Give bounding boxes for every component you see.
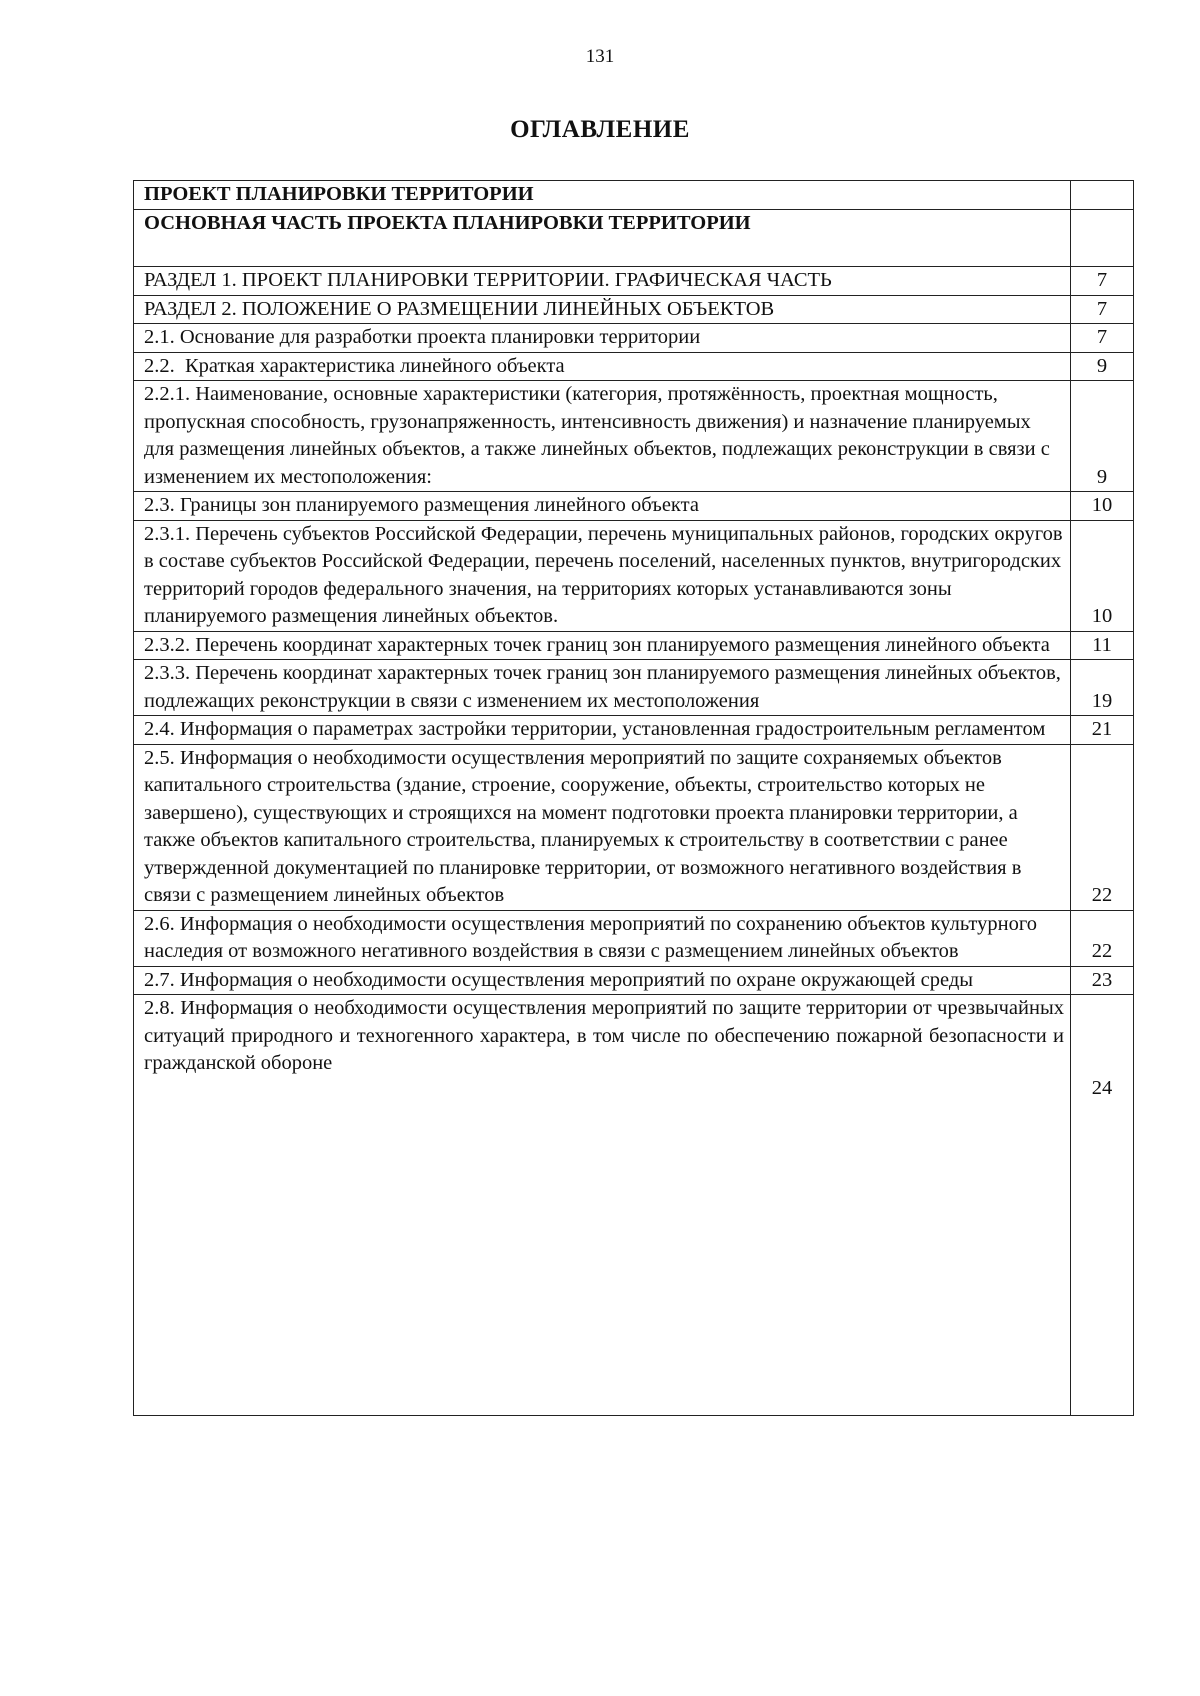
toc-row-2-4 bbox=[134, 716, 1134, 745]
toc-row-title: 2.5. Информация о необходимости осуществления мероприятий по защите сохраняемых объектов капитального строительства (здание, строение, сооружение, объекты, строительство которых не завершено), существующих и строящихся на момент подготовки проекта планировки территории, а также объектов капитального строительства, планируемых к строительству в соответствии с ранее утвержденной документацией по планировке территории, от возможного негативного воздействия в связи с размещением линейных объектов bbox=[134, 744, 1071, 910]
toc-row-title: РАЗДЕЛ 2. ПОЛОЖЕНИЕ О РАЗМЕЩЕНИИ ЛИНЕЙНЫХ ОБЪЕКТОВ bbox=[134, 295, 1071, 324]
toc-row-page bbox=[1071, 210, 1134, 267]
toc-row-page bbox=[1071, 181, 1134, 210]
toc-row-2-1 bbox=[134, 324, 1134, 353]
toc-row-page: 10 bbox=[1071, 520, 1134, 631]
toc-row-page: 9 bbox=[1071, 352, 1134, 381]
toc-row-main-heading bbox=[134, 181, 1134, 210]
toc-row-section-1 bbox=[134, 267, 1134, 296]
toc-row-2-2 bbox=[134, 352, 1134, 381]
toc-row-title: 2.2.1. Наименование, основные характеристики (категория, протяжённость, проектная мощность, пропускная способность, грузонапряженность, интенсивность движения) и назначение планируемых для размещения линейных объектов, а также линейных объектов, подлежащих реконструкции в связи с изменением их местоположения: bbox=[134, 381, 1071, 492]
toc-row-title: 2.3.2. Перечень координат характерных точек границ зон планируемого размещения линейного объекта bbox=[134, 631, 1071, 660]
toc-row-title: 2.6. Информация о необходимости осуществления мероприятий по сохранению объектов культурного наследия от возможного негативного воздействия в связи с размещением линейных объектов bbox=[134, 910, 1071, 966]
toc-row-title: ОСНОВНАЯ ЧАСТЬ ПРОЕКТА ПЛАНИРОВКИ ТЕРРИТОРИИ bbox=[134, 210, 1071, 267]
toc-row-page: 7 bbox=[1071, 267, 1134, 296]
toc-row-title: 2.7. Информация о необходимости осуществления мероприятий по охране окружающей среды bbox=[134, 966, 1071, 995]
toc-row-title: 2.3.1. Перечень субъектов Российской Федерации, перечень муниципальных районов, городских округов в составе субъектов Российской Федерации, перечень поселений, населенных пунктов, внутригородских территорий городов федерального значения, на территориях которых устанавливаются зоны планируемого размещения линейных объектов. bbox=[134, 520, 1071, 631]
toc-row-title: 2.1. Основание для разработки проекта планировки территории bbox=[134, 324, 1071, 353]
toc-row-2-3-2 bbox=[134, 631, 1134, 660]
toc-row-page: 21 bbox=[1071, 716, 1134, 745]
page-title: ОГЛАВЛЕНИЕ bbox=[510, 116, 690, 143]
toc-row-page: 22 bbox=[1071, 744, 1134, 910]
toc-row-section-2 bbox=[134, 295, 1134, 324]
toc-row-2-3-3 bbox=[134, 660, 1134, 716]
toc-row-title: 2.8. Информация о необходимости осуществления мероприятий по защите территории от чрезвычайных ситуаций природного и техногенного характера, в том числе по обеспечению пожарной безопасности и гражданской обороне bbox=[134, 995, 1071, 1416]
toc-row-title: РАЗДЕЛ 1. ПРОЕКТ ПЛАНИРОВКИ ТЕРРИТОРИИ. ГРАФИЧЕСКАЯ ЧАСТЬ bbox=[134, 267, 1071, 296]
toc-row-page: 7 bbox=[1071, 324, 1134, 353]
toc-row-2-6 bbox=[134, 910, 1134, 966]
toc-row-2-2-1 bbox=[134, 381, 1134, 492]
toc-row-2-5 bbox=[134, 744, 1134, 910]
toc-row-title: 2.2. Краткая характеристика линейного объекта bbox=[134, 352, 1071, 381]
table-of-contents bbox=[133, 180, 1134, 1416]
toc-row-2-7 bbox=[134, 966, 1134, 995]
toc-row-page: 24 bbox=[1071, 995, 1134, 1416]
toc-row-2-3-1 bbox=[134, 520, 1134, 631]
toc-row-page: 7 bbox=[1071, 295, 1134, 324]
toc-row-page: 10 bbox=[1071, 492, 1134, 521]
toc-row-page: 23 bbox=[1071, 966, 1134, 995]
toc-row-page: 19 bbox=[1071, 660, 1134, 716]
toc-row-title: 2.4. Информация о параметрах застройки территории, установленная градостроительным регламентом bbox=[134, 716, 1071, 745]
page-number: 131 bbox=[585, 46, 615, 67]
toc-row-title: 2.3.3. Перечень координат характерных точек границ зон планируемого размещения линейных объектов, подлежащих реконструкции в связи с изменением их местоположения bbox=[134, 660, 1071, 716]
toc-row-2-3 bbox=[134, 492, 1134, 521]
toc-row-title: 2.3. Границы зон планируемого размещения линейного объекта bbox=[134, 492, 1071, 521]
toc-row-page: 11 bbox=[1071, 631, 1134, 660]
toc-row-page: 22 bbox=[1071, 910, 1134, 966]
toc-row-main-part bbox=[134, 210, 1134, 267]
toc-row-2-8 bbox=[134, 995, 1134, 1416]
toc-row-title: ПРОЕКТ ПЛАНИРОВКИ ТЕРРИТОРИИ bbox=[134, 181, 1071, 210]
toc-row-page: 9 bbox=[1071, 381, 1134, 492]
